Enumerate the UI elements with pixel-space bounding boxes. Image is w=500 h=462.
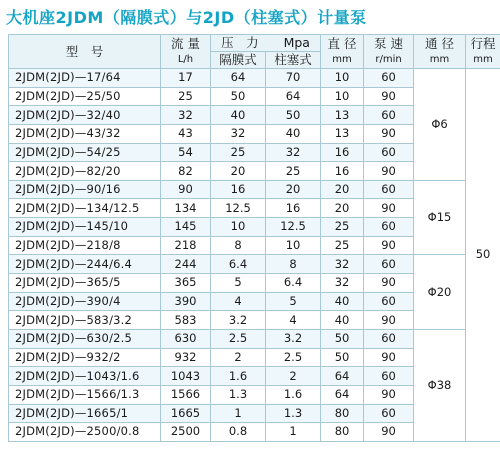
- cell-diameter: 25: [321, 236, 364, 255]
- cell-flow: 932: [161, 348, 211, 367]
- cell-model: 2JDM(2JD)—32/40: [9, 106, 161, 125]
- cell-model: 2JDM(2JD)—1043/1.6: [9, 367, 161, 386]
- cell-speed: 60: [364, 218, 414, 237]
- header-pressure-diaphragm: 隔膜式: [211, 52, 266, 69]
- cell-pressure-plunger: 2.5: [266, 348, 321, 367]
- header-diameter: [321, 35, 364, 69]
- cell-speed: 90: [364, 311, 414, 330]
- table-row: [9, 180, 500, 199]
- cell-pressure-plunger: 12.5: [266, 218, 321, 237]
- header-flow-unit: L/h: [177, 53, 194, 65]
- cell-speed: 60: [364, 106, 414, 125]
- cell-model: 2JDM(2JD)—390/4: [9, 292, 161, 311]
- cell-diameter: 20: [321, 199, 364, 218]
- cell-model: 2JDM(2JD)—82/20: [9, 162, 161, 181]
- cell-diameter: 50: [321, 348, 364, 367]
- cell-flow: 2500: [161, 423, 211, 442]
- cell-flow: 1566: [161, 385, 211, 404]
- cell-diameter: 50: [321, 329, 364, 348]
- cell-flow: 145: [161, 218, 211, 237]
- header-stroke-unit: mm: [473, 53, 493, 65]
- cell-model: 2JDM(2JD)—2500/0.8: [9, 423, 161, 442]
- cell-diameter: 40: [321, 311, 364, 330]
- header-stroke-label: 行程: [470, 35, 496, 51]
- cell-flow: 1043: [161, 367, 211, 386]
- page-title: 大机座2JDM（隔膜式）与2JD（柱塞式）计量泵: [6, 8, 367, 27]
- cell-pressure-plunger: 50: [266, 106, 321, 125]
- spec-table-body: [9, 69, 500, 442]
- cell-model: 2JDM(2JD)—1566/1.3: [9, 385, 161, 404]
- cell-model: 2JDM(2JD)—145/10: [9, 218, 161, 237]
- cell-speed: 60: [364, 255, 414, 274]
- cell-pressure-diaphragm: 2.5: [211, 329, 266, 348]
- cell-flow: 17: [161, 69, 211, 88]
- cell-pressure-diaphragm: 3.2: [211, 311, 266, 330]
- cell-model: 2JDM(2JD)—43/32: [9, 124, 161, 143]
- cell-pressure-diaphragm: 64: [211, 69, 266, 88]
- cell-speed: 90: [364, 423, 414, 442]
- table-row: [9, 255, 500, 274]
- header-pressure-plunger: 柱塞式: [266, 52, 321, 69]
- cell-flow: 54: [161, 143, 211, 162]
- cell-speed: 60: [364, 367, 414, 386]
- cell-pressure-plunger: 6.4: [266, 274, 321, 293]
- cell-speed: 90: [364, 87, 414, 106]
- header-flow: [161, 35, 211, 69]
- cell-speed: 60: [364, 329, 414, 348]
- header-model: 型 号: [9, 35, 161, 69]
- cell-flow: 25: [161, 87, 211, 106]
- cell-pressure-diaphragm: 1.3: [211, 385, 266, 404]
- cell-flow: 630: [161, 329, 211, 348]
- cell-pressure-diaphragm: 1: [211, 404, 266, 423]
- header-diameter-label: 直 径: [327, 35, 357, 51]
- cell-channel: Φ15: [414, 180, 466, 255]
- cell-diameter: 13: [321, 106, 364, 125]
- cell-pressure-diaphragm: 5: [211, 274, 266, 293]
- cell-pressure-plunger: 5: [266, 292, 321, 311]
- cell-diameter: 20: [321, 180, 364, 199]
- cell-speed: 90: [364, 162, 414, 181]
- cell-pressure-plunger: 32: [266, 143, 321, 162]
- cell-model: 2JDM(2JD)—932/2: [9, 348, 161, 367]
- cell-model: 2JDM(2JD)—134/12.5: [9, 199, 161, 218]
- cell-diameter: 13: [321, 124, 364, 143]
- spec-table: [8, 34, 500, 442]
- cell-pressure-plunger: 3.2: [266, 329, 321, 348]
- cell-flow: 82: [161, 162, 211, 181]
- cell-pressure-diaphragm: 10: [211, 218, 266, 237]
- cell-flow: 218: [161, 236, 211, 255]
- cell-model: 2JDM(2JD)—630/2.5: [9, 329, 161, 348]
- cell-model: 2JDM(2JD)—25/50: [9, 87, 161, 106]
- cell-model: 2JDM(2JD)—17/64: [9, 69, 161, 88]
- cell-pressure-plunger: 20: [266, 180, 321, 199]
- cell-channel: Φ20: [414, 255, 466, 330]
- cell-pressure-plunger: 10: [266, 236, 321, 255]
- cell-pressure-diaphragm: 4: [211, 292, 266, 311]
- header-speed-unit: r/min: [375, 53, 402, 65]
- cell-pressure-plunger: 2: [266, 367, 321, 386]
- cell-pressure-diaphragm: 2: [211, 348, 266, 367]
- cell-flow: 134: [161, 199, 211, 218]
- cell-speed: 90: [364, 199, 414, 218]
- cell-speed: 90: [364, 385, 414, 404]
- cell-speed: 60: [364, 404, 414, 423]
- cell-pressure-plunger: 25: [266, 162, 321, 181]
- cell-pressure-diaphragm: 25: [211, 143, 266, 162]
- cell-pressure-plunger: 70: [266, 69, 321, 88]
- cell-pressure-plunger: 8: [266, 255, 321, 274]
- cell-pressure-diaphragm: 50: [211, 87, 266, 106]
- cell-flow: 390: [161, 292, 211, 311]
- cell-diameter: 64: [321, 385, 364, 404]
- cell-model: 2JDM(2JD)—1665/1: [9, 404, 161, 423]
- cell-pressure-plunger: 1.3: [266, 404, 321, 423]
- cell-model: 2JDM(2JD)—583/3.2: [9, 311, 161, 330]
- cell-diameter: 40: [321, 292, 364, 311]
- cell-pressure-diaphragm: 32: [211, 124, 266, 143]
- cell-speed: 60: [364, 292, 414, 311]
- header-pressure: 压 力 Mpa: [211, 35, 321, 52]
- table-row: [9, 69, 500, 88]
- cell-pressure-diaphragm: 12.5: [211, 199, 266, 218]
- cell-pressure-plunger: 16: [266, 199, 321, 218]
- table-row: [9, 329, 500, 348]
- cell-channel: Φ38: [414, 329, 466, 441]
- header-speed: [364, 35, 414, 69]
- cell-diameter: 80: [321, 404, 364, 423]
- cell-model: 2JDM(2JD)—244/6.4: [9, 255, 161, 274]
- cell-diameter: 80: [321, 423, 364, 442]
- cell-pressure-plunger: 4: [266, 311, 321, 330]
- cell-speed: 90: [364, 274, 414, 293]
- cell-diameter: 10: [321, 69, 364, 88]
- cell-model: 2JDM(2JD)—90/16: [9, 180, 161, 199]
- cell-model: 2JDM(2JD)—54/25: [9, 143, 161, 162]
- cell-pressure-diaphragm: 40: [211, 106, 266, 125]
- cell-model: 2JDM(2JD)—218/8: [9, 236, 161, 255]
- cell-flow: 90: [161, 180, 211, 199]
- cell-diameter: 16: [321, 162, 364, 181]
- cell-pressure-diaphragm: 1.6: [211, 367, 266, 386]
- cell-speed: 90: [364, 124, 414, 143]
- header-channel: [414, 35, 466, 69]
- cell-pressure-plunger: 40: [266, 124, 321, 143]
- cell-speed: 90: [364, 236, 414, 255]
- cell-flow: 244: [161, 255, 211, 274]
- cell-diameter: 10: [321, 87, 364, 106]
- cell-diameter: 32: [321, 255, 364, 274]
- cell-pressure-plunger: 1: [266, 423, 321, 442]
- header-channel-unit: mm: [429, 53, 450, 65]
- cell-pressure-diaphragm: 6.4: [211, 255, 266, 274]
- header-channel-label: 通 径: [425, 35, 454, 51]
- cell-speed: 60: [364, 69, 414, 88]
- header-speed-label: 泵 速: [374, 35, 403, 51]
- cell-flow: 43: [161, 124, 211, 143]
- cell-model: 2JDM(2JD)—365/5: [9, 274, 161, 293]
- cell-pressure-plunger: 64: [266, 87, 321, 106]
- cell-pressure-diaphragm: 8: [211, 236, 266, 255]
- cell-diameter: 25: [321, 218, 364, 237]
- cell-diameter: 32: [321, 274, 364, 293]
- cell-speed: 60: [364, 180, 414, 199]
- cell-diameter: 16: [321, 143, 364, 162]
- cell-speed: 60: [364, 143, 414, 162]
- cell-flow: 1665: [161, 404, 211, 423]
- cell-channel: Φ6: [414, 69, 466, 181]
- cell-stroke: 50: [466, 69, 500, 442]
- header-diameter-unit: mm: [332, 53, 352, 65]
- cell-speed: 90: [364, 348, 414, 367]
- cell-pressure-diaphragm: 16: [211, 180, 266, 199]
- cell-flow: 583: [161, 311, 211, 330]
- cell-flow: 32: [161, 106, 211, 125]
- cell-pressure-diaphragm: 20: [211, 162, 266, 181]
- cell-pressure-diaphragm: 0.8: [211, 423, 266, 442]
- header-flow-label: 流 量: [171, 35, 200, 51]
- cell-pressure-plunger: 1.6: [266, 385, 321, 404]
- cell-diameter: 64: [321, 367, 364, 386]
- header-stroke: [466, 35, 500, 69]
- cell-flow: 365: [161, 274, 211, 293]
